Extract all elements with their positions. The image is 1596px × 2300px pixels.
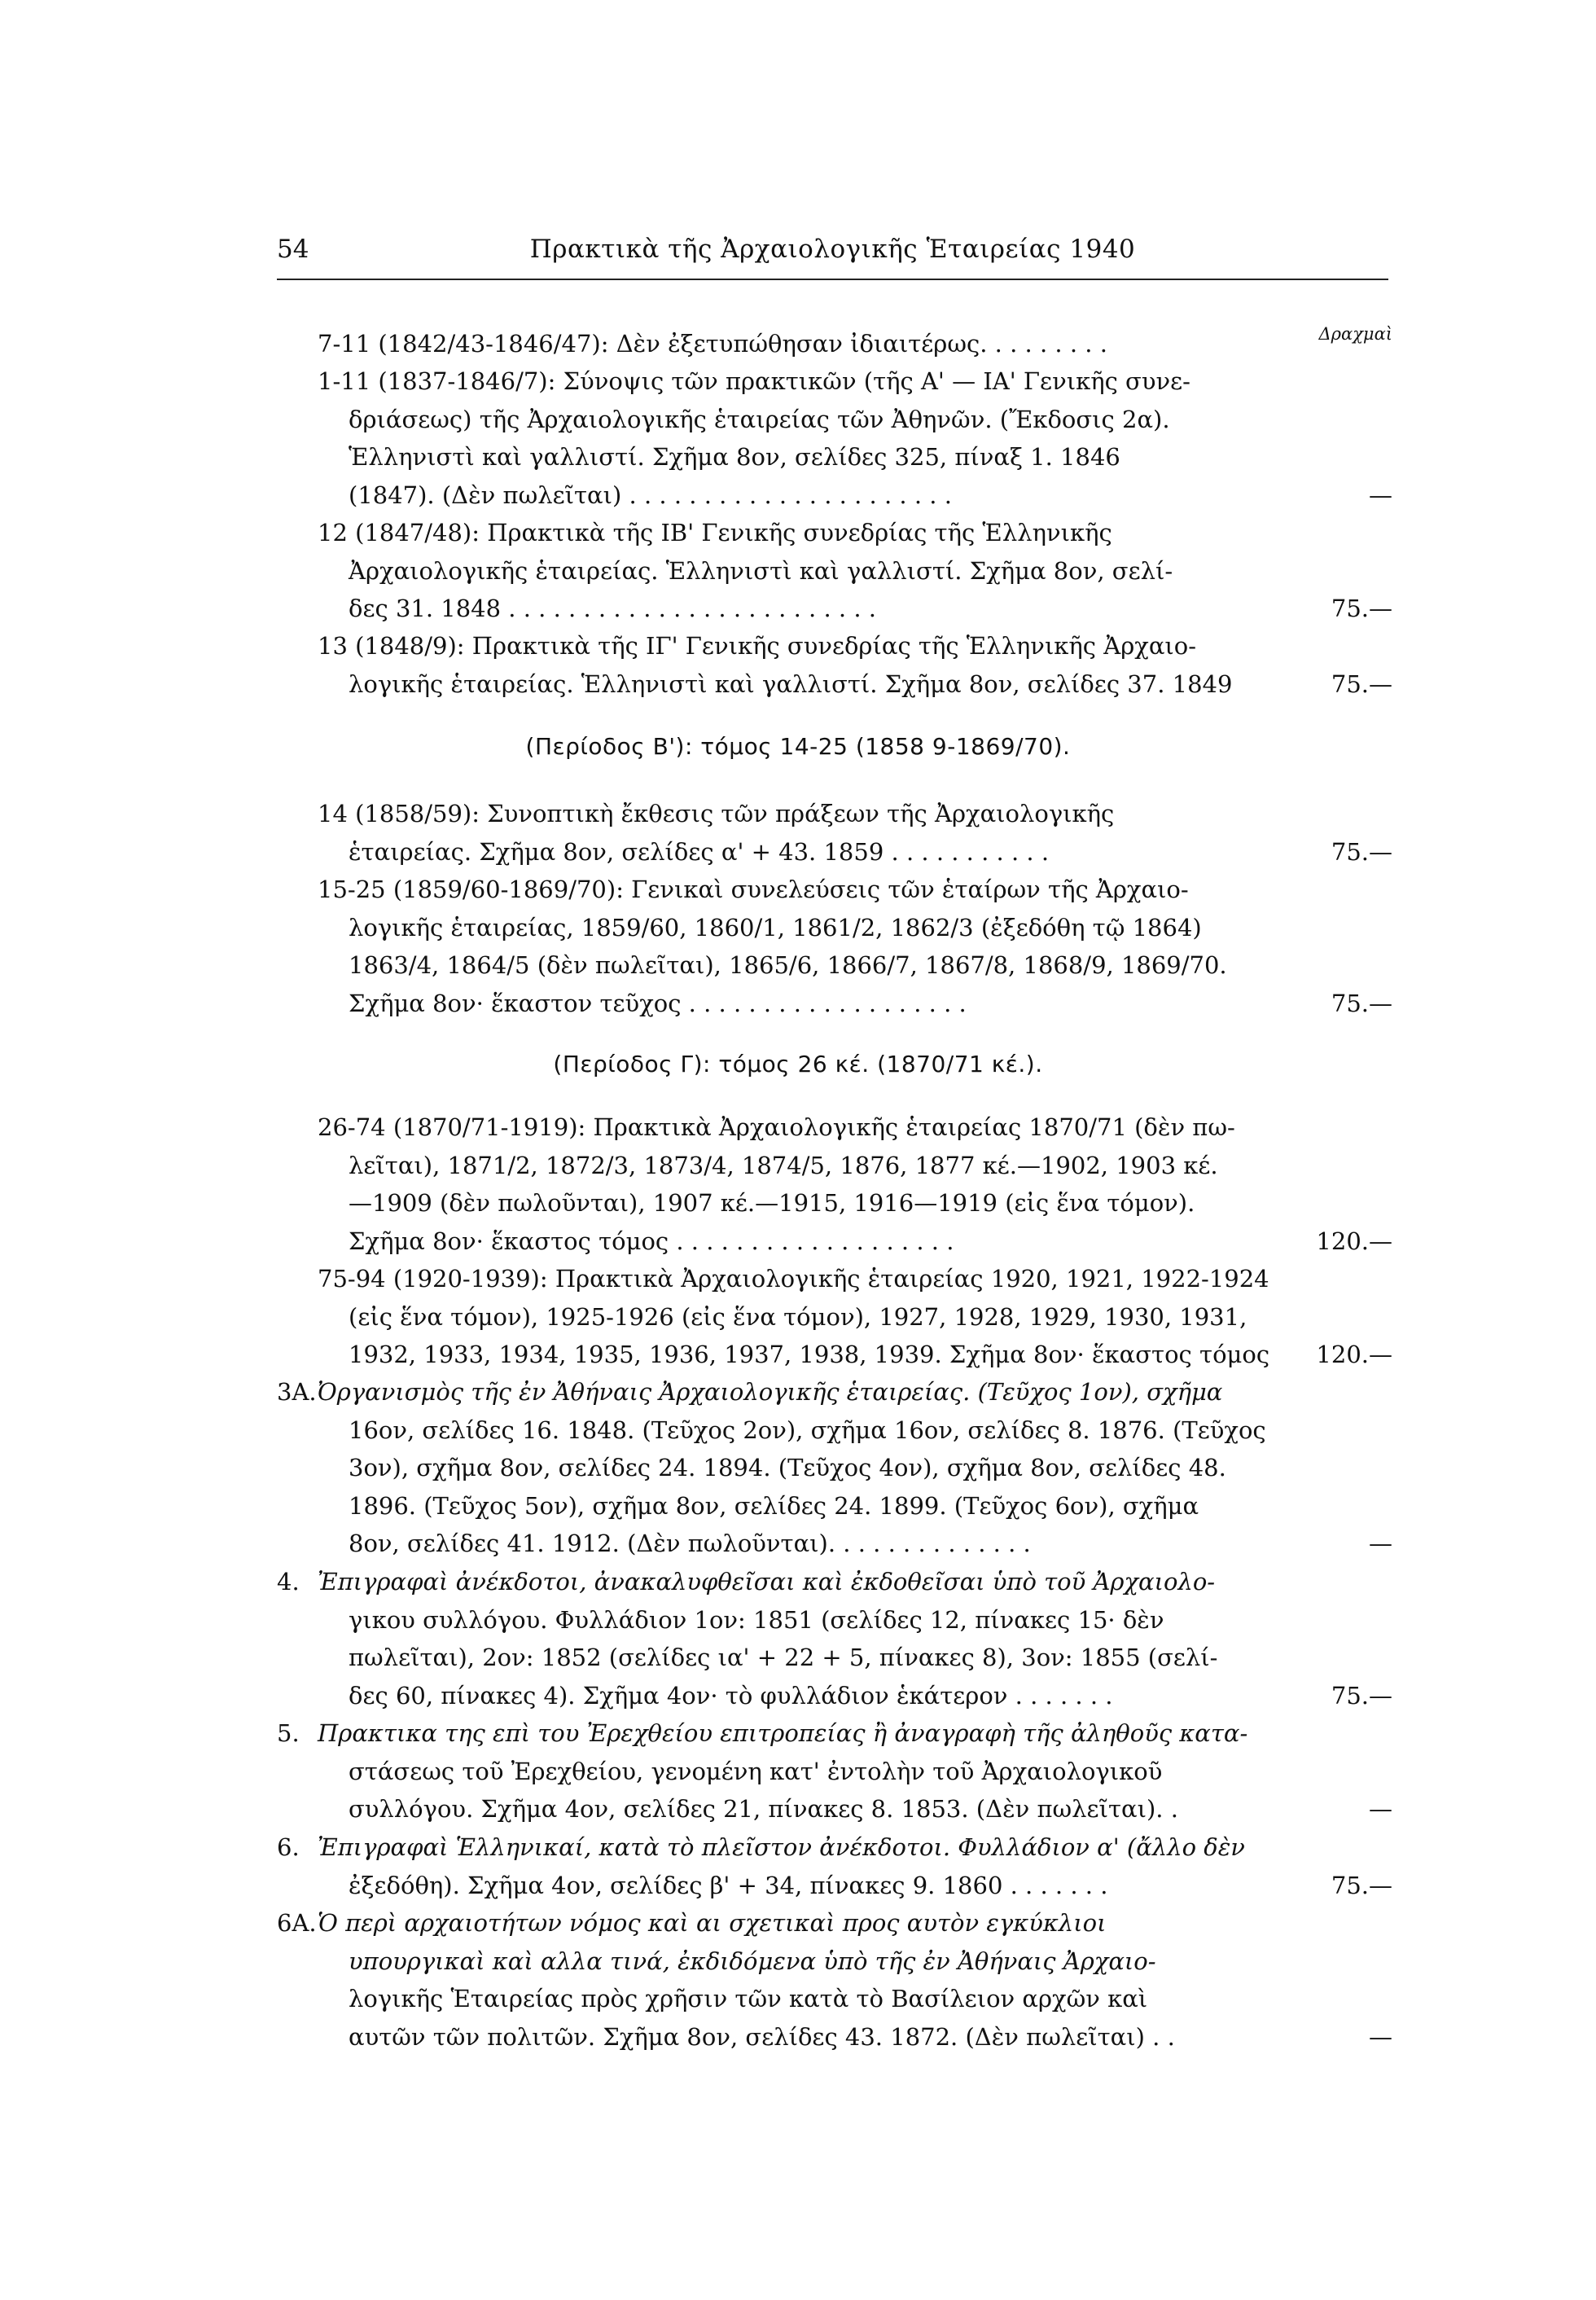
entry-line: δες 60, πίνακες 4). Σχῆμα 4ον· τὸ φυλλάδιον ἑκάτερον . . . . . . . 75.— — [318, 1677, 1392, 1715]
entry-line: 14 (1858/59): Συνοπτικὴ ἔκθεσις τῶν πράξεων τῆς Ἀρχαιολογικῆς — [318, 800, 1115, 827]
entry-line: ἑταιρείας. Σχῆμα 8ον, σελίδες α' + 43. 1859 . . . . . . . . . . . 75.— — [318, 833, 1392, 871]
entry-line: λεῖται), 1871/2, 1872/3, 1873/4, 1874/5, 1876, 1877 κέ.—1902, 1903 κέ. — [349, 1151, 1218, 1179]
entry-line: —1909 (δὲν πωλοῦνται), 1907 κέ.—1915, 1916—1919 (εἰς ἕνα τόμον). — [349, 1189, 1195, 1217]
entry-line: 13 (1848/9): Πρακτικὰ τῆς ΙΓ' Γενικῆς συνεδρίας τῆς Ἑλληνικῆς Ἀρχαιο- — [318, 632, 1197, 660]
price: — — [1369, 2022, 1392, 2051]
entry-line: 12 (1847/48): Πρακτικὰ τῆς ΙΒ' Γενικῆς συνεδρίας τῆς Ἑλληνικῆς — [318, 519, 1112, 546]
entry-line: λογικῆς Ἑταιρείας πρὸς χρῆσιν τῶν κατὰ τὸ Βασίλειον αρχῶν καὶ — [349, 1985, 1148, 2012]
entry-line: 26-74 (1870/71-1919): Πρακτικὰ Ἀρχαιολογικῆς ἑταιρείας 1870/71 (δὲν πω- — [318, 1113, 1235, 1141]
page-number: 54 — [277, 235, 309, 264]
entry-marker: 6Α. — [277, 1909, 317, 1937]
entry-75-94 — [318, 1260, 1392, 1374]
entry-line: 7-11 (1842/43-1846/47): Δὲν ἐξετυπώθησαν ἰδιαιτέρως. . . . . . . . . — [318, 330, 1107, 358]
entry-line: λογικῆς ἑταιρείας, 1859/60, 1860/1, 1861/2, 1862/3 (ἐξεδόθη τῷ 1864) — [349, 913, 1202, 942]
entry-line: Ἐπιγραφαὶ Ἑλληνικαί, κατὰ τὸ πλεῖστον ἀνέκδοτοι. Φυλλάδιον α' (ἄλλο δὲν — [318, 1833, 1245, 1861]
entry-line: γικου συλλόγου. Φυλλάδιον 1ον: 1851 (σελίδες 12, πίνακες 15· δὲν — [349, 1605, 1164, 1634]
price: — — [1369, 481, 1392, 509]
entry-line: Ἑλληνιστὶ καὶ γαλλιστί. Σχῆμα 8ον, σελίδες 325, πίναξ 1. 1846 — [349, 443, 1120, 471]
entry-line: Ἐπιγραφαὶ ἀνέκδοτοι, ἀνακαλυφθεῖσαι καὶ ἐκδοθεῖσαι ὑπὸ τοῦ Ἀρχαιολο- — [318, 1568, 1216, 1596]
entry-line: αυτῶν τῶν πολιτῶν. Σχῆμα 8ον, σελίδες 43. 1872. (Δὲν πωλεῖται) . . — — [318, 2018, 1392, 2056]
entry-line: συλλόγου. Σχῆμα 4ον, σελίδες 21, πίνακες 8. 1853. (Δὲν πωλεῖται). . — — [318, 1790, 1392, 1828]
entry-7-11 — [318, 325, 1392, 363]
price: — — [1369, 1530, 1392, 1557]
entry-line: στάσεως τοῦ Ἐρεχθείου, γενομένη κατ' ἐντολὴν τοῦ Ἀρχαιολογικοῦ — [349, 1757, 1163, 1785]
entry-13 — [318, 627, 1392, 703]
price: 75.— — [1331, 669, 1392, 698]
section-title-b: (Περίοδος Β'): τόμος 14-25 (1858 9-1869/70). — [525, 733, 1071, 760]
section-title-c: (Περίοδος Γ): τόμος 26 κέ. (1870/71 κέ.). — [553, 1051, 1043, 1078]
entry-marker: 4. — [277, 1568, 300, 1596]
entry-line: Πρακτικα της επὶ του Ἐρεχθείου επιτροπείας ἢ ἀναγραφὴ τῆς ἀληθοῦς κατα- — [318, 1719, 1248, 1747]
entry-line: (1847). (Δὲν πωλεῖται) . . . . . . . . . . . . . . . . . . . . . . — — [318, 476, 1392, 515]
price: 120.— — [1316, 1341, 1392, 1368]
entry-6a — [318, 1904, 1392, 2056]
entry-marker: 6. — [277, 1833, 300, 1861]
entry-line: 75-94 (1920-1939): Πρακτικὰ Ἀρχαιολογικῆς ἑταιρείας 1920, 1921, 1922-1924 — [318, 1265, 1269, 1293]
price: 75.— — [1331, 1871, 1392, 1899]
entry-line: δες 31. 1848 . . . . . . . . . . . . . . . . . . . . . . . . . 75.— — [318, 590, 1392, 628]
entry-line: λογικῆς ἑταιρείας. Ἑλληνιστὶ καὶ γαλλιστί. Σχῆμα 8ον, σελίδες 37. 1849 75.— — [318, 665, 1392, 704]
running-head: Πρακτικὰ τῆς Ἀρχαιολογικῆς Ἑταιρείας 1940 — [529, 235, 1136, 264]
currency-label: Δραχμαὶ — [1318, 324, 1392, 344]
entry-26-74 — [318, 1108, 1392, 1260]
entry-line: Σχῆμα 8ον· ἕκαστον τεῦχος . . . . . . . . . . . . . . . . . . . 75.— — [318, 985, 1392, 1023]
entry-4 — [318, 1563, 1392, 1714]
entry-line: 8ον, σελίδες 41. 1912. (Δὲν πωλοῦνται). . . . . . . . . . . . . . — — [318, 1525, 1392, 1563]
entry-line: Ὀργανισμὸς τῆς ἐν Ἀθήναις Ἀρχαιολογικῆς ἑταιρείας. (Τεῦχος 1ον), σχῆμα — [318, 1378, 1223, 1406]
entry-line: 1-11 (1837-1846/7): Σύνοψις τῶν πρακτικῶν (τῆς Α' — ΙΑ' Γενικῆς συνε- — [318, 367, 1190, 395]
price: 120.— — [1316, 1227, 1392, 1255]
entry-marker: 3Α. — [277, 1378, 317, 1406]
entry-line: Σχῆμα 8ον· ἕκαστος τόμος . . . . . . . . . . . . . . . . . . . 120.— — [318, 1222, 1392, 1261]
entry-line: ἐξεδόθη). Σχῆμα 4ον, σελίδες β' + 34, πίνακες 9. 1860 . . . . . . . 75.— — [318, 1867, 1392, 1905]
entry-line: 1896. (Τεῦχος 5ον), σχῆμα 8ον, σελίδες 24. 1899. (Τεῦχος 6ον), σχῆμα — [349, 1491, 1199, 1520]
entry-line: 16ον, σελίδες 16. 1848. (Τεῦχος 2ον), σχῆμα 16ον, σελίδες 8. 1876. (Τεῦχος — [349, 1416, 1266, 1444]
entry-marker: 5. — [277, 1719, 300, 1747]
entry-5 — [318, 1714, 1392, 1828]
entry-line: 3ον), σχῆμα 8ον, σελίδες 24. 1894. (Τεῦχος 4ον), σχῆμα 8ον, σελίδες 48. — [349, 1454, 1226, 1481]
entry-3a — [318, 1373, 1392, 1563]
entry-14 — [318, 795, 1392, 871]
price: 75.— — [1331, 989, 1392, 1017]
entry-12 — [318, 514, 1392, 628]
entry-6 — [318, 1828, 1392, 1904]
price: — — [1369, 1795, 1392, 1823]
price: 75.— — [1331, 837, 1392, 866]
entry-line: πωλεῖται), 2ον: 1852 (σελίδες ια' + 22 + 5, πίνακες 8), 3ον: 1855 (σελί- — [349, 1644, 1218, 1671]
entry-line: 1932, 1933, 1934, 1935, 1936, 1937, 1938, 1939. Σχῆμα 8ον· ἕκαστος τόμος 120.— — [318, 1336, 1392, 1374]
entry-line: Ἀρχαιολογικῆς ἑταιρείας. Ἑλληνιστὶ καὶ γαλλιστί. Σχῆμα 8ον, σελί- — [349, 556, 1173, 585]
entry-line: 1863/4, 1864/5 (δὲν πωλεῖται), 1865/6, 1866/7, 1867/8, 1868/9, 1869/70. — [349, 951, 1227, 979]
entry-line: 15-25 (1859/60-1869/70): Γενικαὶ συνελεύσεις τῶν ἑταίρων τῆς Ἀρχαιο- — [318, 876, 1189, 903]
price: 75.— — [1331, 595, 1392, 622]
entry-line: δριάσεως) τῆς Ἀρχαιολογικῆς ἑταιρείας τῶν Ἀθηνῶν. (Ἔκδοσις 2α). — [349, 405, 1170, 433]
entry-line: (εἰς ἕνα τόμον), 1925-1926 (εἰς ἕνα τόμον), 1927, 1928, 1929, 1930, 1931, — [349, 1302, 1247, 1331]
entry-15-25 — [318, 871, 1392, 1022]
entry-line: Ὁ περὶ αρχαιοτήτων νόμος καὶ αι σχετικαὶ προς αυτὸν εγκύκλιοι — [318, 1909, 1107, 1937]
entry-line: υπουργικαὶ καὶ αλλα τινά, ἐκδιδόμενα ὑπὸ τῆς ἐν Ἀθήναις Ἀρχαιο- — [349, 1947, 1156, 1975]
price: 75.— — [1331, 1681, 1392, 1710]
entry-1-11 — [318, 362, 1392, 514]
